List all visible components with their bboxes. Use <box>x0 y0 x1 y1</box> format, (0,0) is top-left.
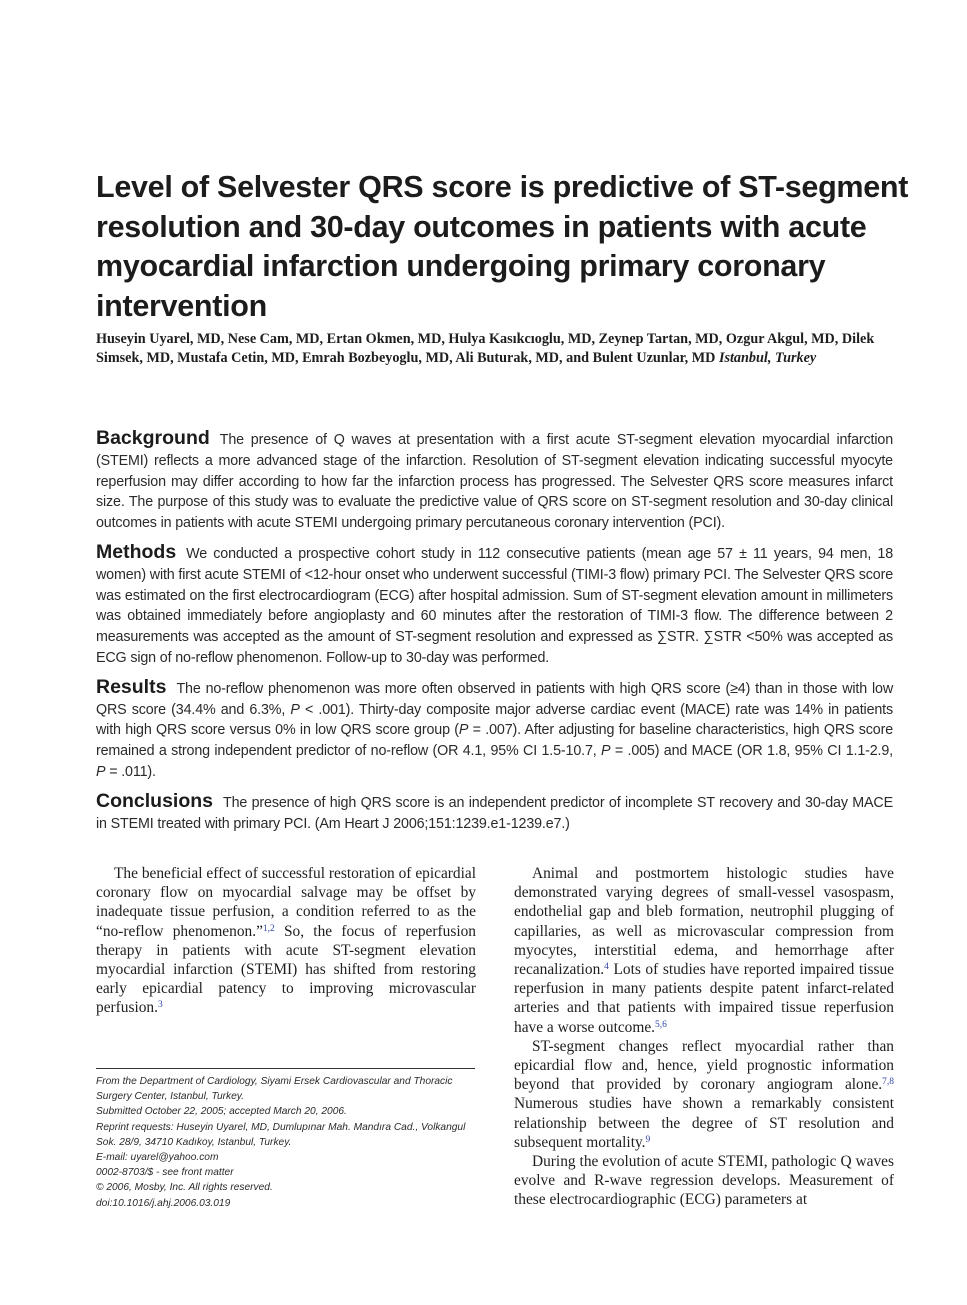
footnote-reprint: Reprint requests: Huseyin Uyarel, MD, Dumlupınar Mah. Mandıra Cad., Volkangul Sok. 28/9, 34710 Kadıkoy, Istanbul, Turkey. <box>96 1121 466 1148</box>
reference-link[interactable]: 4 <box>604 962 609 973</box>
reference-link[interactable]: 9 <box>645 1134 651 1145</box>
article-title: Level of Selvester QRS score is predictive of ST-segment resolution and 30-day outcomes in patients with acute myocardial infarction undergoing primary coronary intervention <box>96 170 909 323</box>
results-text-c: = .007). After adjusting for baseline characteristics, high QRS score remained a strong independent predictor of no-reflow (OR 4.1, 95% CI 1.5-10.7, <box>96 722 893 760</box>
author-location: Istanbul, Turkey <box>718 350 817 366</box>
background-text: The presence of Q waves at presentation with a first acute ST-segment elevation myocardial infarction (STEMI) reflects a more advanced stage of the infarction. Resolution of ST-segment elevation indicating successful myocyte reperfusion may differ according to how far the infarction process has progressed. The Selvester QRS score measures infarct size. The purpose of this study was to evaluate the predictive value of QRS score on ST-segment resolution and 30-day clinical outcomes in patients with acute STEMI undergoing primary percutaneous coronary intervention (PCI). <box>96 432 893 532</box>
results-text-d: = .005) and MACE (OR 1.8, 95% CI 1.1-2.9, <box>610 743 894 760</box>
footnote-doi[interactable]: doi:10.1016/j.ahj.2006.03.019 <box>96 1197 231 1209</box>
abstract-background <box>96 428 893 534</box>
body-paragraph: During the evolution of acute STEMI, pathologic Q waves evolve and R-wave regression develops. Measurement of these electrocardiographic (ECG) parameters at <box>514 1153 894 1209</box>
footnote-divider <box>96 1068 475 1069</box>
background-heading: Background <box>96 427 210 449</box>
body-column-right <box>514 864 894 1210</box>
conclusions-heading: Conclusions <box>96 789 214 812</box>
results-text-a: The no-reflow phenomenon was more often observed in patients with high QRS score (≥4) than in those with low QRS score (34.4% and 6.3%, <box>96 680 893 718</box>
footnote-affiliation: From the Department of Cardiology, Siyami Ersek Cardiovascular and Thoracic Surgery Center, Istanbul, Turkey. <box>96 1076 453 1103</box>
reference-link[interactable]: 7,8 <box>882 1077 894 1088</box>
results-heading: Results <box>96 675 167 698</box>
authors-names: Huseyin Uyarel, MD, Nese Cam, MD, Ertan Okmen, MD, Hulya Kasıkcıoglu, MD, Zeynep Tartan, MD, Ozgur Akgul, MD, Dilek Simsek, MD, Mustafa Cetin, MD, Emrah Bozbeyoglu, MD, Ali Buturak, MD, and Bulent Uzunlar, MD <box>96 331 875 366</box>
abstract-conclusions <box>96 791 893 835</box>
footnotes <box>96 1074 478 1211</box>
paragraph-text: So, the focus of reperfusion therapy in patients with acute ST-segment elevation myocardial infarction (STEMI) has shifted from restoring early epicardial patency to improving microvascular perfusion. <box>96 922 476 1017</box>
results-p2: P <box>458 722 469 739</box>
results-p1: P <box>290 701 300 718</box>
results-text-e: = .011). <box>105 763 156 780</box>
body-column-left <box>96 864 476 1018</box>
abstract <box>96 428 893 842</box>
results-text-b: < .001). Thirty-day composite major adverse cardiac event (MACE) rate was 14% in patients with high QRS score versus 0% in low QRS score group ( <box>96 701 893 739</box>
paragraph-text: Numerous studies have shown a remarkably consistent relationship between the degree of ST resolution and subsequent mortality. <box>514 1095 894 1151</box>
body-paragraph <box>514 864 894 1037</box>
paragraph-text: Animal and postmortem histologic studies have demonstrated varying degrees of small-vessel vasospasm, endothelial gap and bleb formation, neutrophil plugging of capillaries, as well as microvascular compression from myocytes, interstitial edema, and hemorrhage after recanalization. <box>514 865 894 979</box>
methods-heading: Methods <box>96 540 177 563</box>
footnote-submitted: Submitted October 22, 2005; accepted March 20, 2006. <box>96 1106 347 1118</box>
footnote-issn: 0002-8703/$ - see front matter <box>96 1167 234 1179</box>
body-paragraph <box>96 864 476 1018</box>
methods-text: We conducted a prospective cohort study in 112 consecutive patients (mean age 57 ± 11 years, 94 men, 18 women) with first acute STEMI of <12-hour onset who underwent successful (TIMI-3 flow) primary PCI. The Selvester QRS score was estimated on the first electrocardiogram (ECG) after hospital admission. Sum of ST-segment elevation amount in millimeters was obtained immediately before angioplasty and 60 minutes after the restoration of TIMI-3 flow. The difference between 2 measurements was accepted as the amount of ST-segment resolution and expressed as ∑STR. ∑STR <50% was accepted as ECG sign of no-reflow phenomenon. Follow-up to 30-day was performed. <box>96 545 893 666</box>
footnote-email[interactable]: E-mail: uyarel@yahoo.com <box>96 1152 219 1164</box>
footnote-copyright: © 2006, Mosby, Inc. All rights reserved. <box>96 1182 273 1194</box>
results-p3: P <box>601 743 611 760</box>
conclusions-text: The presence of high QRS score is an independent predictor of incomplete ST recovery and 30-day MACE in STEMI treated with primary PCI. (Am Heart J 2006;151:1239.e1-1239.e7.) <box>96 794 893 832</box>
author-list <box>96 330 896 368</box>
body-paragraph <box>514 1037 894 1152</box>
results-p4: P <box>96 763 106 780</box>
paragraph-text: The beneficial effect of successful restoration of epicardial coronary flow on myocardial salvage may be offset by inadequate tissue perfusion, a condition referred to as the “no-reflow phenomenon.” <box>96 865 476 940</box>
reference-link[interactable]: 1,2 <box>262 923 275 934</box>
reference-link[interactable]: 3 <box>157 1000 163 1011</box>
reference-link[interactable]: 5,6 <box>655 1019 667 1030</box>
abstract-results <box>96 677 893 783</box>
abstract-methods <box>96 542 893 669</box>
paragraph-text: Lots of studies have reported impaired tissue reperfusion in many patients despite patent infarct-related arteries and that patients with impaired tissue reperfusion have a worse outcome. <box>514 961 894 1036</box>
paragraph-text: ST-segment changes reflect myocardial rather than epicardial flow and, hence, yield prognostic information beyond that provided by coronary angiogram alone. <box>514 1037 894 1094</box>
